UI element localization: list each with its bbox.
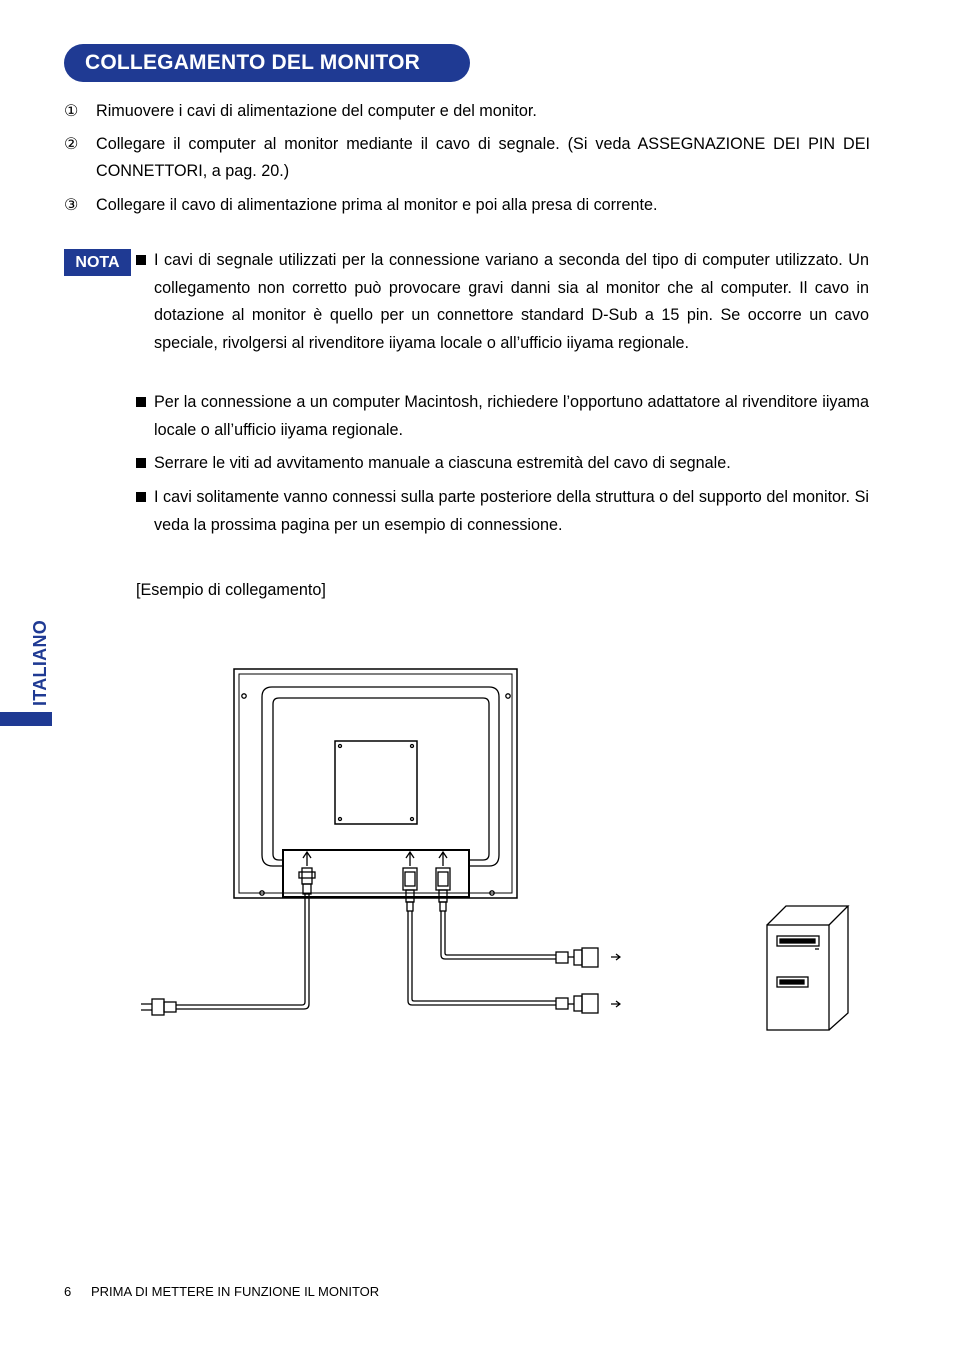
signal-cable-line	[441, 911, 620, 967]
power-connector-icon	[299, 868, 315, 894]
note-text: Serrare le viti ad avvitamento manuale a ciascuna estremità del cavo di segnale.	[154, 454, 731, 472]
language-tab-label: ITALIANO	[30, 619, 50, 706]
step-text: Collegare il cavo di alimentazione prima al monitor e poi alla presa di corrente.	[96, 196, 658, 214]
nota-badge: NOTA	[64, 249, 131, 276]
note-text: I cavi di segnale utilizzati per la connessione variano a seconda del tipo di computer utilizzato. Un collegamento non corretto può provocare gravi danni sia al monitor che al computer. Il cavo in dotazione al monitor è quello per un connettore standard D-Sub a 15 pin. Se occorre un cavo speciale, rivolgersi al rivenditore iiyama locale o all’ufficio iiyama regionale.	[154, 251, 869, 352]
step-text: Rimuovere i cavi di alimentazione del computer e del monitor.	[96, 102, 537, 120]
step-number: ③	[64, 197, 79, 214]
dsub-connector-icon	[436, 868, 450, 911]
diagram-caption: [Esempio di collegamento]	[136, 581, 326, 599]
power-cable-line	[141, 894, 309, 1015]
page-footer	[64, 1283, 379, 1301]
footer-section: PRIMA DI METTERE IN FUNZIONE IL MONITOR	[91, 1284, 380, 1299]
computer-tower-icon	[767, 906, 848, 1030]
step-number: ②	[64, 136, 79, 153]
signal-cable-line	[408, 911, 620, 1013]
step-text: Collegare il computer al monitor mediante il cavo di segnale. (Si veda ASSEGNAZIONE DEI PIN DEI CONNETTORI, a pag. 20.)	[96, 135, 870, 180]
note-text: Per la connessione a un computer Macintosh, richiedere l’opportuno adattatore al rivenditore iiyama locale o all’ufficio iiyama regionale.	[154, 393, 869, 439]
dsub-connector-icon	[403, 868, 417, 911]
monitor-back-illustration	[234, 669, 517, 898]
note-text: I cavi solitamente vanno connessi sulla parte posteriore della struttura o del supporto del monitor. Si veda la prossima pagina per un esempio di connessione.	[154, 488, 869, 534]
page-number: 6	[64, 1284, 72, 1299]
page-title: COLLEGAMENTO DEL MONITOR	[64, 44, 470, 82]
step-number: ①	[64, 103, 79, 120]
